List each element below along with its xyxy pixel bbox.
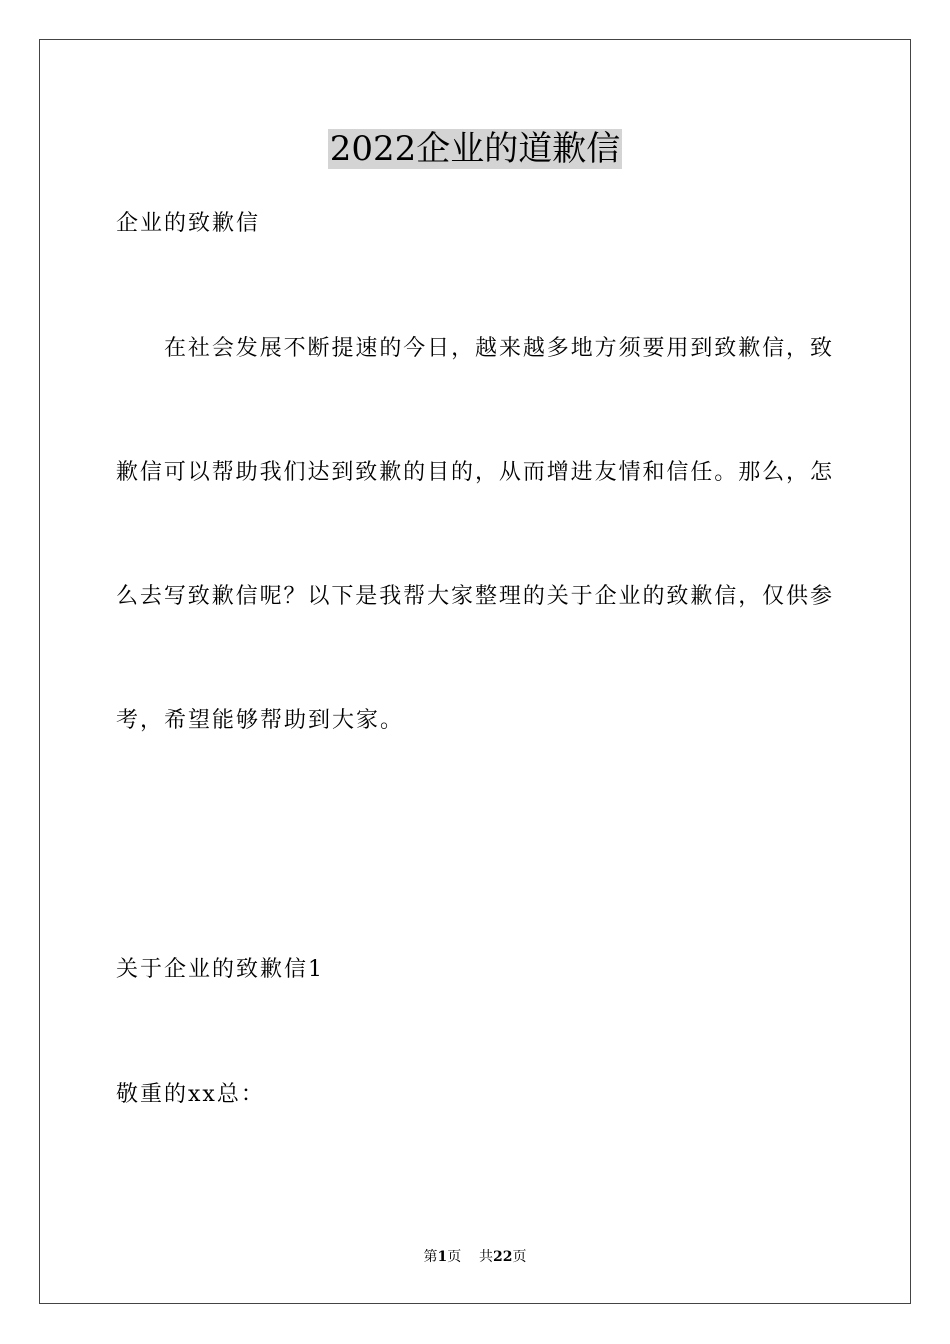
- document-title: [0, 128, 950, 170]
- document-subtitle: 企业的致歉信: [116, 211, 261, 236]
- page-suffix: 页: [447, 1249, 462, 1265]
- title-text: 2022企业的道歉信: [329, 129, 621, 169]
- intro-line-1: 在社会发展不断提速的今日，越来越多地方须要用到致歉信，致: [164, 336, 832, 361]
- intro-line-3: 么去写致歉信呢？以下是我帮大家整理的关于企业的致歉信，仅供参: [116, 584, 832, 609]
- page-prefix: 第: [423, 1249, 438, 1265]
- intro-line-4: 考，希望能够帮助到大家。: [116, 708, 405, 733]
- section-heading: 关于企业的致歉信1: [116, 957, 324, 982]
- salutation: 敬重的xx总：: [116, 1082, 265, 1107]
- total-prefix: 共: [479, 1249, 494, 1265]
- page-current: 1: [437, 1249, 448, 1265]
- total-suffix: 页: [512, 1249, 527, 1265]
- page-footer: [0, 1247, 950, 1267]
- page-total: 22: [493, 1249, 513, 1265]
- intro-line-2: 歉信可以帮助我们达到致歉的目的，从而增进友情和信任。那么，怎: [116, 460, 832, 485]
